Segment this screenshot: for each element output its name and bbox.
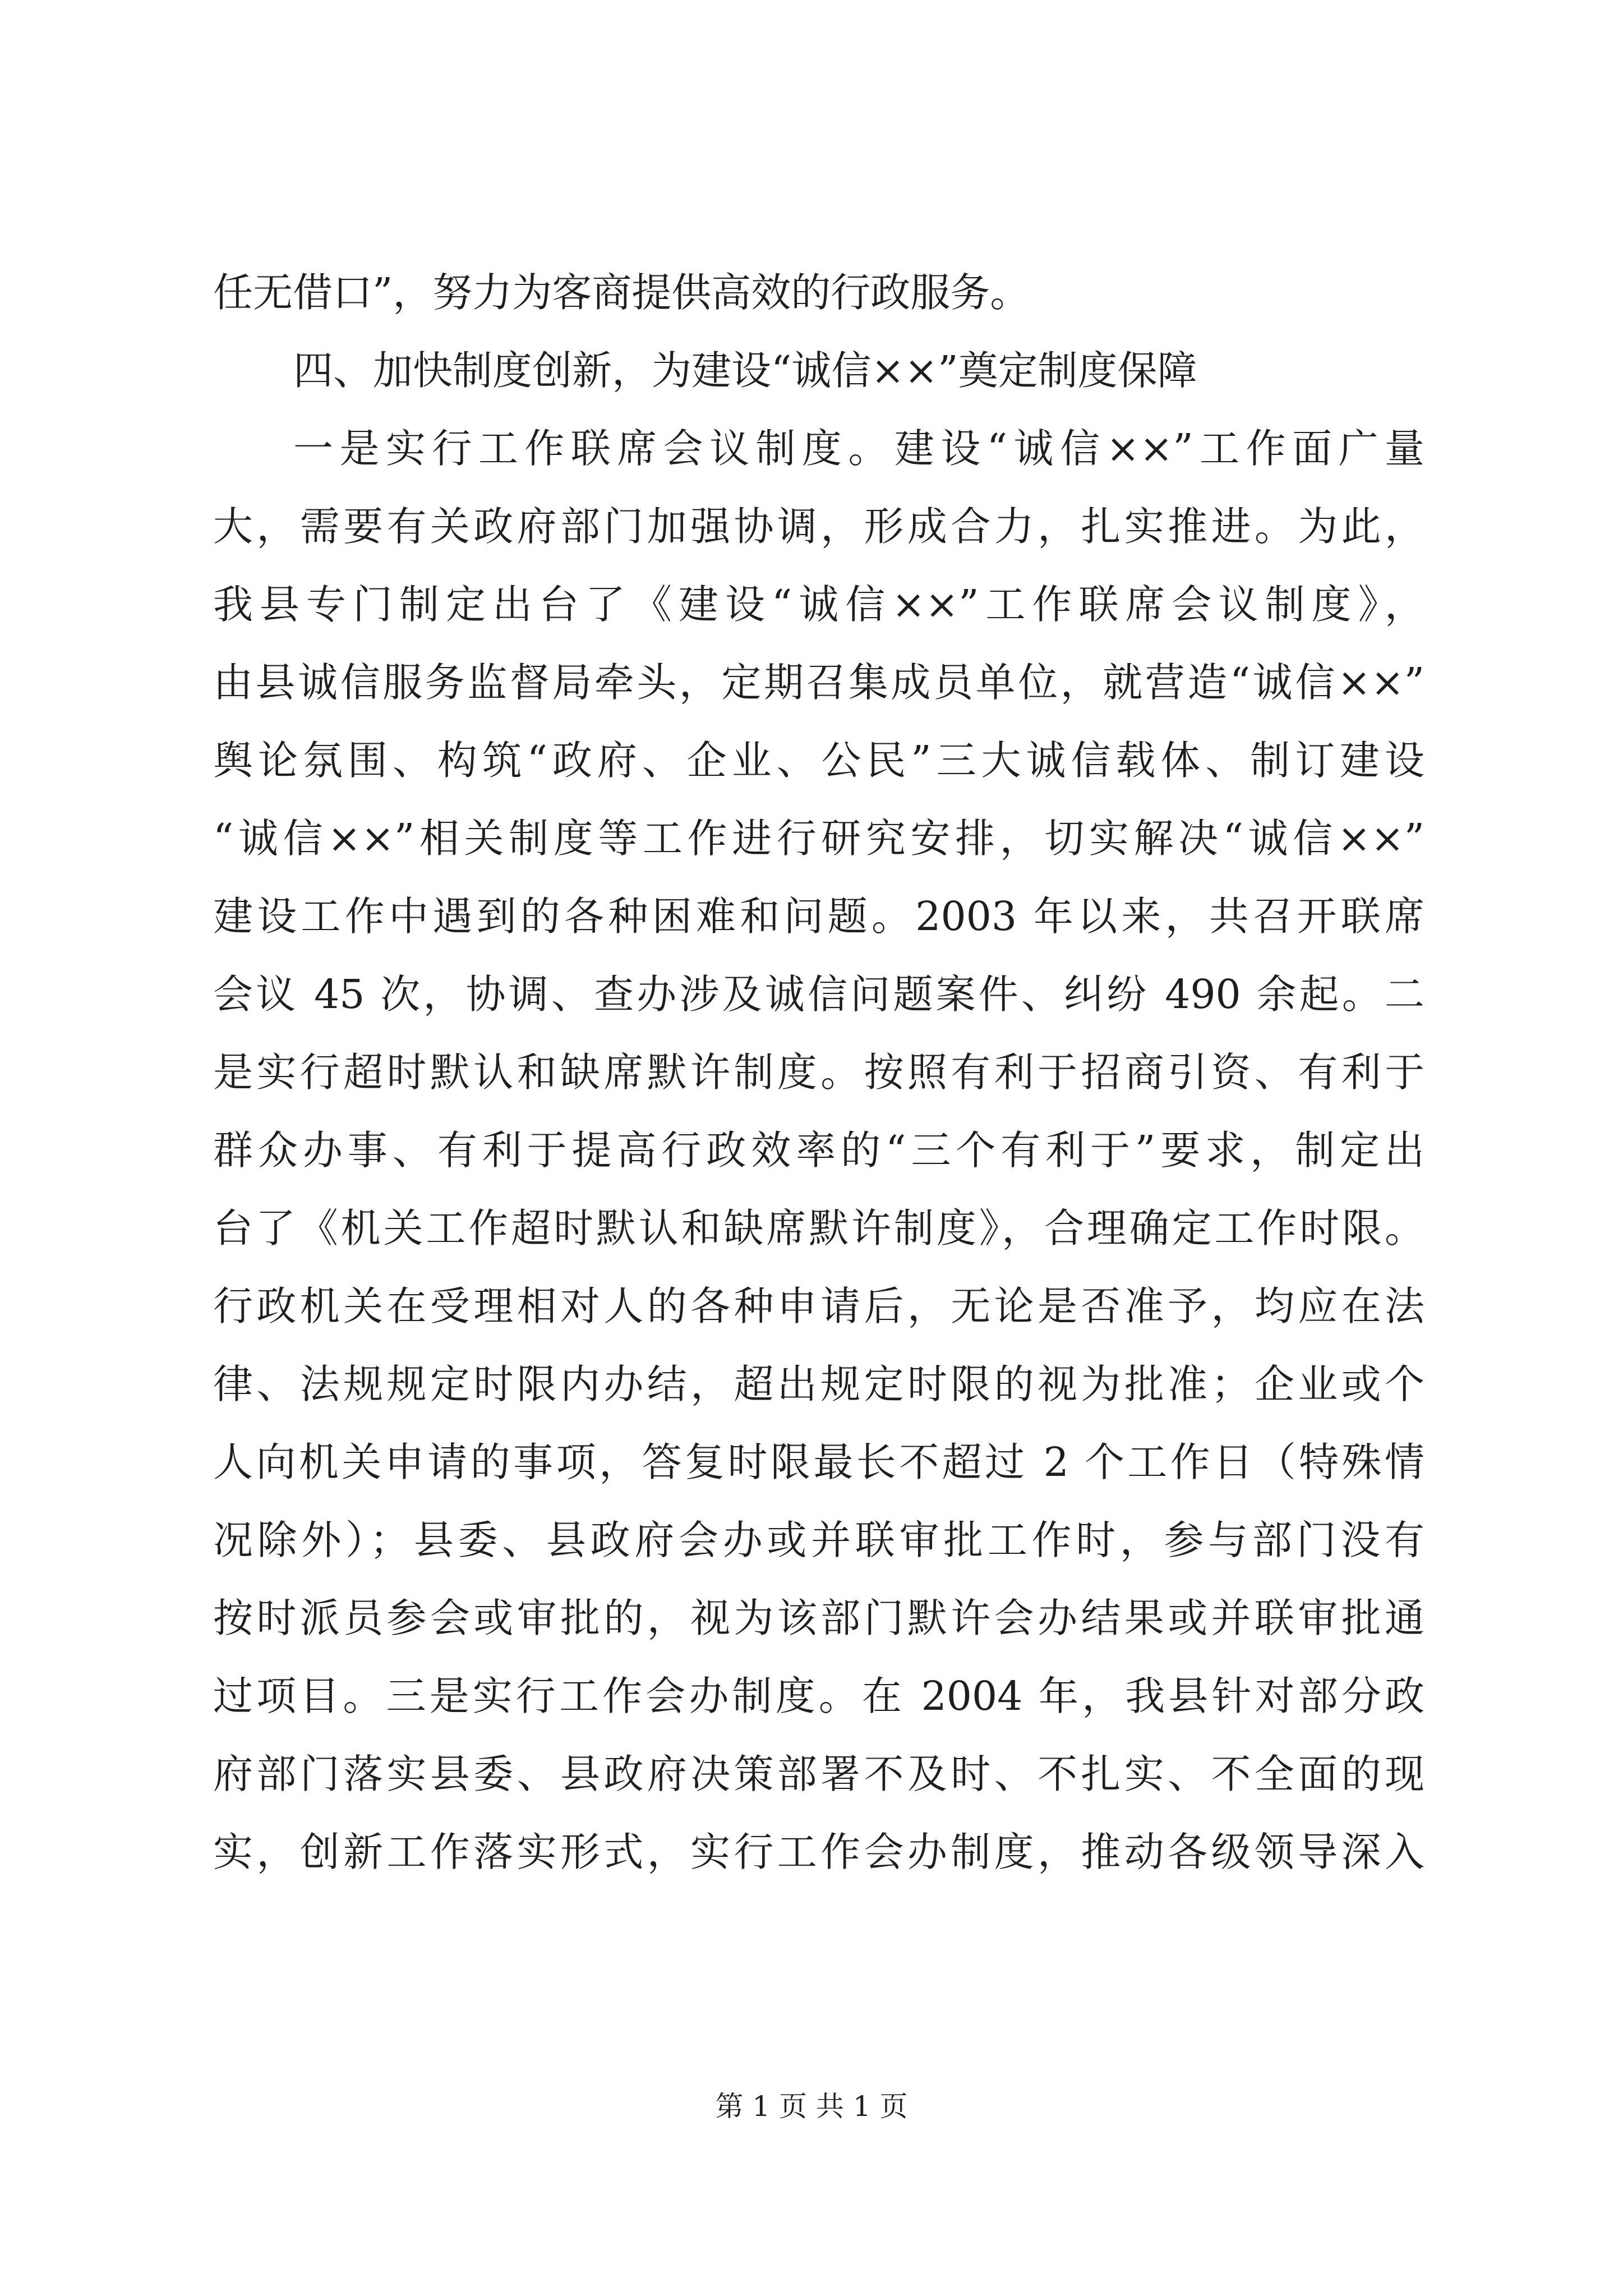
text-line-10: 会议 45 次，协调、查办涉及诚信问题案件、纠纷 490 余起。二 [213, 971, 1424, 1018]
text-line-17: 况除外）；县委、县政府会办或并联审批工作时，参与部门没有 [213, 1517, 1424, 1563]
text-line-21: 实，创新工作落实形式，实行工作会办制度，推动各级领导深入 [213, 1829, 1424, 1875]
text-line-5: 我县专门制定出台了《建设“诚信××”工作联席会议制度》， [213, 581, 1424, 628]
text-line-14: 行政机关在受理相对人的各种申请后，无论是否准予，均应在法 [213, 1283, 1424, 1329]
text-line-19: 过项目。三是实行工作会办制度。在 2004 年，我县针对部分政 [213, 1673, 1424, 1719]
body-text [213, 254, 1424, 1891]
text-line-6: 由县诚信服务监督局牵头，定期召集成员单位，就营造“诚信××” [213, 659, 1424, 706]
text-line-8: “诚信××”相关制度等工作进行研究安排，切实解决“诚信××” [213, 815, 1424, 862]
page-number-footer: 第 1 页 共 1 页 [715, 2090, 908, 2123]
text-line-13: 台了《机关工作超时默认和缺席默许制度》，合理确定工作时限。 [213, 1205, 1424, 1251]
text-line-15: 律、法规规定时限内办结，超出规定时限的视为批准；企业或个 [213, 1361, 1424, 1407]
text-line-7: 舆论氛围、构筑“政府、企业、公民”三大诚信载体、制订建设 [213, 737, 1424, 784]
text-line-16: 人向机关申请的事项，答复时限最长不超过 2 个工作日（特殊情 [213, 1439, 1424, 1485]
text-line-18: 按时派员参会或审批的，视为该部门默许会办结果或并联审批通 [213, 1595, 1424, 1641]
text-line-4: 大，需要有关政府部门加强协调，形成合力，扎实推进。为此， [213, 503, 1424, 550]
text-line-9: 建设工作中遇到的各种困难和问题。2003 年以来，共召开联席 [213, 893, 1424, 940]
text-line-12: 群众办事、有利于提高行政效率的“三个有利于”要求，制定出 [213, 1127, 1424, 1174]
text-line-1: 任无借口”，努力为客商提供高效的行政服务。 [213, 269, 1030, 316]
text-line-11: 是实行超时默认和缺席默许制度。按照有利于招商引资、有利于 [213, 1049, 1424, 1096]
section-heading: 四、加快制度创新，为建设“诚信××”奠定制度保障 [293, 347, 1197, 394]
text-line-20: 府部门落实县委、县政府决策部署不及时、不扎实、不全面的现 [213, 1751, 1424, 1797]
text-line-3: 一是实行工作联席会议制度。建设“诚信××”工作面广量 [293, 425, 1424, 472]
